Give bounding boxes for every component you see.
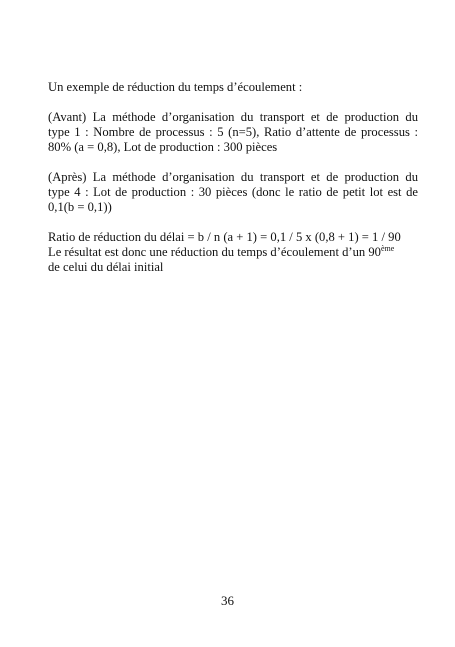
intro-heading	[48, 80, 418, 95]
before-paragraph	[48, 110, 418, 155]
before-line-1: (Avant) La méthode d’organisation du transport et de production du	[48, 110, 418, 124]
after-paragraph	[48, 170, 418, 215]
result-paragraph	[48, 230, 418, 275]
after-line-2: type 4 : Lot de production : 30 pièces (donc le ratio de petit lot est de	[48, 185, 418, 199]
page-content	[48, 80, 418, 275]
ordinal-superscript: ème	[380, 244, 395, 253]
after-line-1: (Après) La méthode d’organisation du transport et de production du	[48, 170, 418, 184]
before-line-2: type 1 : Nombre de processus : 5 (n=5), Ratio d’attente de processus :	[48, 125, 418, 139]
result-line-2	[48, 245, 418, 260]
intro-heading-text: Un exemple de réduction du temps d’écoulement :	[48, 80, 303, 94]
result-line-2-text: Le résultat est donc une réduction du temps d’écoulement d’un 90	[48, 245, 381, 259]
before-line-3: 80% (a = 0,8), Lot de production : 300 pièces	[48, 140, 278, 154]
result-line-3: de celui du délai initial	[48, 260, 164, 274]
page-number: 36	[221, 593, 234, 608]
after-line-3: 0,1(b = 0,1))	[48, 200, 112, 214]
reduction-formula: Ratio de réduction du délai = b / n (a + 1) = 0,1 / 5 x (0,8 + 1) = 1 / 90	[48, 230, 401, 244]
